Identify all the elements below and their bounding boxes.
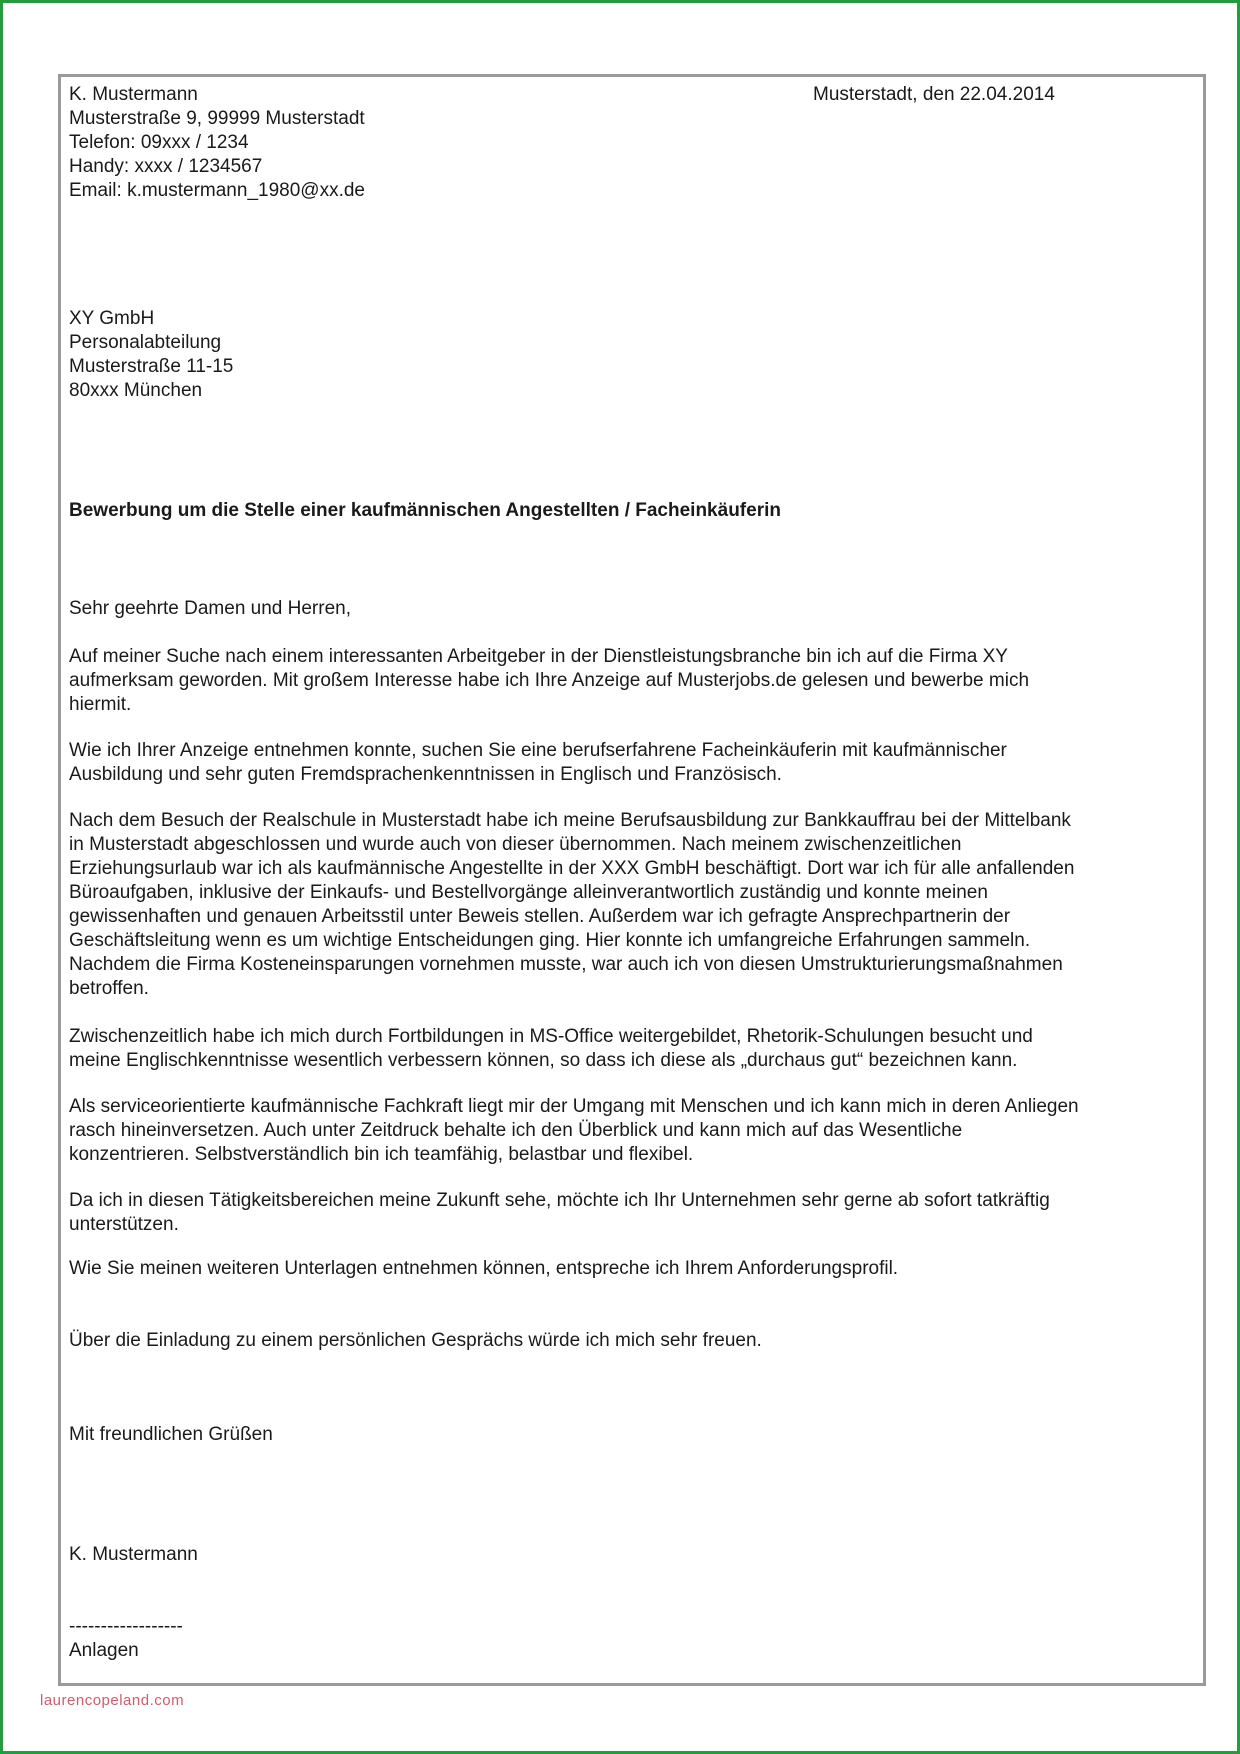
paragraph-line: betroffen. <box>69 978 149 999</box>
paragraph-1 <box>69 645 1029 717</box>
paragraph-7 <box>69 1257 898 1281</box>
paragraph-line: Wie Sie meinen weiteren Unterlagen entnehmen können, entspreche ich Ihrem Anforderungsprofil. <box>69 1258 899 1279</box>
recipient-address-block <box>69 307 233 403</box>
paragraph-line: hiermit. <box>69 694 132 715</box>
closing-greeting: Mit freundlichen Grüßen <box>69 1424 273 1445</box>
paragraph-line: Büroaufgaben, inklusive der Einkaufs- und Bestellvorgänge alleinverantwortlich zuständig und konnte meinen <box>69 882 988 903</box>
paragraph-line: Nach dem Besuch der Realschule in Musterstadt habe ich meine Berufsausbildung zur Bankkauffrau bei der Mittelbank <box>69 810 1071 831</box>
paragraph-line: meine Englischkenntnisse wesentlich verbessern können, so dass ich diese als „durchaus gut“ bezeichnen kann. <box>69 1050 1018 1071</box>
paragraph-line: aufmerksam geworden. Mit großem Interesse habe ich Ihre Anzeige auf Musterjobs.de gelesen und bewerbe mich <box>69 670 1030 691</box>
paragraph-line: Nachdem die Firma Kosteneinsparungen vornehmen musste, war auch ich von diesen Umstrukturierungsmaßnahmen <box>69 954 1063 975</box>
closing-sentence: Über die Einladung zu einem persönlichen Gesprächs würde ich mich sehr freuen. <box>69 1330 762 1351</box>
paragraph-line: Da ich in diesen Tätigkeitsbereichen meine Zukunft sehe, möchte ich Ihr Unternehmen sehr gerne ab sofort tatkräftig <box>69 1190 1050 1211</box>
salutation: Sehr geehrte Damen und Herren, <box>69 598 351 619</box>
paragraph-line: Geschäftsleitung wenn es um wichtige Entscheidungen ging. Hier konnte ich umfangreiche Erfahrungen sammeln. <box>69 930 1031 951</box>
paragraph-line: Auf meiner Suche nach einem interessanten Arbeitgeber in der Dienstleistungsbranche bin ich auf die Firma XY <box>69 646 1008 667</box>
paragraph-5 <box>69 1095 1079 1167</box>
sender-mobile: Handy: xxxx / 1234567 <box>69 156 263 177</box>
recipient-city: 80xxx München <box>69 380 203 401</box>
recipient-department: Personalabteilung <box>69 332 222 353</box>
letter-page <box>58 74 1206 1686</box>
watermark-text: laurencopeland.com <box>40 1692 185 1709</box>
paragraph-4 <box>69 1025 1033 1073</box>
paragraph-2 <box>69 739 1007 787</box>
signature-name: K. Mustermann <box>69 1544 198 1565</box>
sender-name: K. Mustermann <box>69 84 198 105</box>
paragraph-line: Zwischenzeitlich habe ich mich durch Fortbildungen in MS-Office weitergebildet, Rhetorik-Schulungen besucht und <box>69 1026 1033 1047</box>
letter-subject: Bewerbung um die Stelle einer kaufmännischen Angestellten / Facheinkäuferin <box>69 500 781 521</box>
sender-phone: Telefon: 09xxx / 1234 <box>69 132 249 153</box>
sender-street: Musterstraße 9, 99999 Musterstadt <box>69 108 365 129</box>
paragraph-3 <box>69 809 1074 1001</box>
paragraph-line: Erziehungsurlaub war ich als kaufmännische Angestellte in der XXX GmbH beschäftigt. Dort war ich für alle anfallenden <box>69 858 1075 879</box>
paragraph-6 <box>69 1189 1050 1237</box>
paragraph-line: gewissenhaften und genauen Arbeitsstil unter Beweis stellen. Außerdem war ich gefragte Ansprechpartnerin der <box>69 906 1011 927</box>
recipient-street: Musterstraße 11-15 <box>69 356 234 377</box>
paragraph-line: Ausbildung und sehr guten Fremdsprachenkenntnissen in Englisch und Französisch. <box>69 764 782 785</box>
paragraph-line: in Musterstadt abgeschlossen und wurde auch von dieser übernommen. Nach meinem zwischenzeitlichen <box>69 834 962 855</box>
place-date: Musterstadt, den 22.04.2014 <box>813 84 1055 105</box>
paragraph-line: unterstützen. <box>69 1214 179 1235</box>
recipient-company: XY GmbH <box>69 308 155 329</box>
sender-email: Email: k.mustermann_1980@xx.de <box>69 180 365 201</box>
attachments-divider: ------------------ <box>69 1616 183 1637</box>
paragraph-line: Als serviceorientierte kaufmännische Fachkraft liegt mir der Umgang mit Menschen und ich kann mich in deren Anliegen <box>69 1096 1079 1117</box>
paragraph-line: Wie ich Ihrer Anzeige entnehmen konnte, suchen Sie eine berufserfahrene Facheinkäuferin mit kaufmännischer <box>69 740 1007 761</box>
paragraph-line: konzentrieren. Selbstverständlich bin ich teamfähig, belastbar und flexibel. <box>69 1144 694 1165</box>
paragraph-line: rasch hineinversetzen. Auch unter Zeitdruck behalte ich den Überblick und kann mich auf das Wesentliche <box>69 1120 963 1141</box>
sender-address-block <box>69 83 365 203</box>
attachments-label: Anlagen <box>69 1640 139 1661</box>
